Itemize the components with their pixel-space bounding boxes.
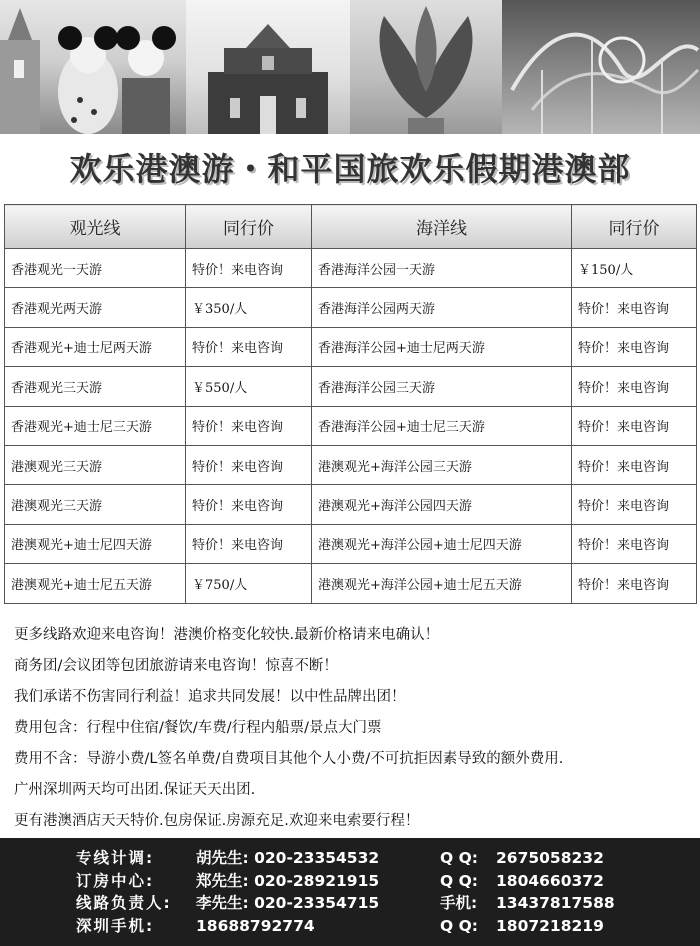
sightseeing-route: 港澳观光三天游 <box>5 485 186 524</box>
ocean-price: 特价！来电咨询 <box>572 367 697 406</box>
ocean-price: ￥150/人 <box>572 249 697 288</box>
sightseeing-price: 特价！来电咨询 <box>186 485 312 524</box>
contact-value: 胡先生: 020-23354532 <box>196 849 380 867</box>
ocean-route: 香港海洋公园两天游 <box>312 288 572 327</box>
contact-row <box>0 892 700 915</box>
contact-row <box>0 847 700 870</box>
contact-row <box>0 915 700 938</box>
table-row <box>5 564 697 603</box>
ocean-route: 港澳观光+海洋公园+迪士尼五天游 <box>312 564 572 603</box>
bauhinia-sculpture-illustration <box>350 0 502 134</box>
sightseeing-route: 香港观光+迪士尼两天游 <box>5 327 186 366</box>
note-departure: 广州深圳两天均可出团.保证天天出团. <box>14 782 256 798</box>
ocean-route: 港澳观光+海洋公园三天游 <box>312 445 572 484</box>
ocean-price: 特价！来电咨询 <box>572 327 697 366</box>
contact-label: 订房中心: <box>76 871 155 890</box>
table-row <box>5 327 697 366</box>
table-row <box>5 288 697 327</box>
ocean-route: 港澳观光+海洋公园+迪士尼四天游 <box>312 524 572 563</box>
note-group-tours: 商务团/会议团等包团旅游请来电咨询！惊喜不断！ <box>14 658 338 674</box>
contact-row <box>0 870 700 893</box>
header-ocean-route: 海洋线 <box>312 205 572 249</box>
ocean-price: 特价！来电咨询 <box>572 564 697 603</box>
contact-label: 专线计调: <box>76 849 155 867</box>
contact-secondary-value: 1804660372 <box>496 871 604 890</box>
ocean-price: 特价！来电咨询 <box>572 406 697 445</box>
note-fee-excluded: 费用不含：导游小费/L签名单费/自费项目其他个人小费/不可抗拒因素导致的额外费用. <box>14 751 564 767</box>
rollercoaster-illustration <box>502 0 700 134</box>
contact-value: 李先生: 020-23354715 <box>196 894 380 912</box>
sightseeing-route: 港澳观光+迪士尼五天游 <box>5 564 186 603</box>
ocean-route: 香港海洋公园三天游 <box>312 367 572 406</box>
contact-secondary-label: 手机: <box>440 894 478 912</box>
ruins-of-st-paul-photo <box>186 0 350 134</box>
table-row <box>5 524 697 563</box>
ocean-route: 香港海洋公园+迪士尼两天游 <box>312 327 572 366</box>
contact-secondary-label: Q Q: <box>440 871 478 890</box>
note-hotel: 更有港澳酒店天天特价.包房保证.房源充足.欢迎来电索要行程！ <box>14 813 420 829</box>
contact-value: 郑先生: 020-28921915 <box>196 871 380 890</box>
table-row <box>5 406 697 445</box>
golden-bauhinia-photo <box>350 0 502 134</box>
notes-section <box>14 620 694 837</box>
contact-secondary-value: 1807218219 <box>496 916 604 935</box>
contact-bar <box>0 838 700 946</box>
sightseeing-price: ￥350/人 <box>186 288 312 327</box>
note-fee-included: 费用包含：行程中住宿/餐饮/车费/行程内船票/景点大门票 <box>14 720 382 736</box>
ocean-price: 特价！来电咨询 <box>572 524 697 563</box>
sightseeing-price: 特价！来电咨询 <box>186 249 312 288</box>
header-sightseeing-route: 观光线 <box>5 205 186 249</box>
contact-label: 深圳手机: <box>76 916 155 935</box>
sightseeing-route: 香港观光+迪士尼三天游 <box>5 406 186 445</box>
table-row <box>5 485 697 524</box>
sightseeing-route: 香港观光一天游 <box>5 249 186 288</box>
sightseeing-route: 香港观光三天游 <box>5 367 186 406</box>
header-ocean-price: 同行价 <box>572 205 697 249</box>
ocean-price: 特价！来电咨询 <box>572 288 697 327</box>
contact-secondary-value: 2675058232 <box>496 849 604 867</box>
ocean-route: 香港海洋公园+迪士尼三天游 <box>312 406 572 445</box>
ocean-route: 港澳观光+海洋公园四天游 <box>312 485 572 524</box>
header-sightseeing-price: 同行价 <box>186 205 312 249</box>
photo-banner <box>0 0 700 134</box>
contact-label: 线路负责人: <box>76 894 172 912</box>
table-header-row <box>5 205 697 249</box>
sightseeing-price: 特价！来电咨询 <box>186 524 312 563</box>
disney-mascots-illustration <box>0 0 186 134</box>
page-title: 欢乐港澳游・和平国旅欢乐假期港澳部 <box>69 150 631 188</box>
price-table <box>4 204 697 604</box>
sightseeing-price: ￥550/人 <box>186 367 312 406</box>
sightseeing-price: ￥750/人 <box>186 564 312 603</box>
contact-secondary-label: Q Q: <box>440 916 478 935</box>
sightseeing-price: 特价！来电咨询 <box>186 445 312 484</box>
note-promise: 我们承诺不伤害同行利益！追求共同发展！以中性品牌出团！ <box>14 689 406 705</box>
sightseeing-route: 港澳观光+迪士尼四天游 <box>5 524 186 563</box>
table-row <box>5 249 697 288</box>
table-row <box>5 367 697 406</box>
sightseeing-route: 香港观光两天游 <box>5 288 186 327</box>
table-row <box>5 445 697 484</box>
ocean-price: 特价！来电咨询 <box>572 485 697 524</box>
sightseeing-route: 港澳观光三天游 <box>5 445 186 484</box>
contact-secondary-value: 13437817588 <box>496 894 615 912</box>
church-facade-illustration <box>186 0 350 134</box>
note-more-routes: 更多线路欢迎来电咨询！港澳价格变化较快.最新价格请来电确认！ <box>14 627 440 643</box>
sightseeing-price: 特价！来电咨询 <box>186 406 312 445</box>
ocean-price: 特价！来电咨询 <box>572 445 697 484</box>
sightseeing-price: 特价！来电咨询 <box>186 327 312 366</box>
ocean-park-rollercoaster-photo <box>502 0 700 134</box>
ocean-route: 香港海洋公园一天游 <box>312 249 572 288</box>
contact-secondary-label: Q Q: <box>440 849 478 867</box>
contact-value: 18688792774 <box>196 916 315 935</box>
disney-mascots-photo <box>0 0 186 134</box>
